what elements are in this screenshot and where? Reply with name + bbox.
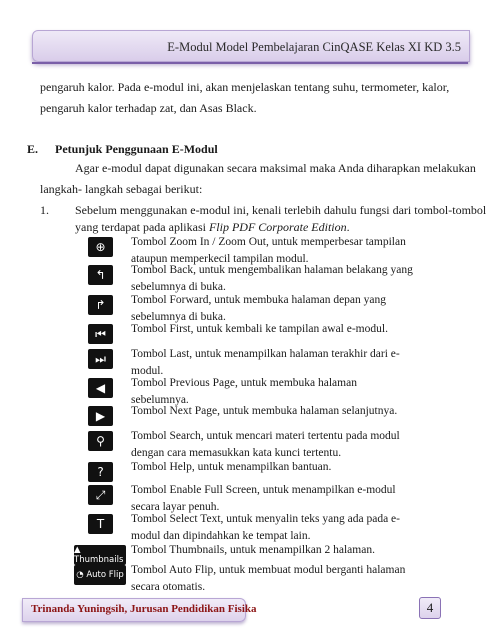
button-description-line-1: Tombol Auto Flip, untuk membuat modul berganti halaman xyxy=(131,564,406,576)
section-letter: E. xyxy=(27,142,39,156)
button-description-line-1: Tombol Previous Page, untuk membuka halaman xyxy=(131,377,357,389)
button-description-line-1: Tombol First, untuk kembali ke tampilan awal e-modul. xyxy=(131,323,388,335)
footer-banner xyxy=(22,598,257,622)
button-description-line-1: Tombol Select Text, untuk menyalin teks yang ada pada e- xyxy=(131,513,400,525)
back-icon: ↰ xyxy=(88,265,113,285)
help-icon: ? xyxy=(88,462,113,482)
button-description-line-1: Tombol Zoom In / Zoom Out, untuk memperbesar tampilan xyxy=(131,236,406,248)
section-title: Petunjuk Penggunaan E-Modul xyxy=(55,142,218,156)
intro-line-2: pengaruh kalor terhadap zat, dan Asas Black. xyxy=(40,101,257,115)
fullscreen-icon: ⤢ xyxy=(88,485,113,505)
list-item-line-2: yang terdapat pada aplikasi Flip PDF Corporate Edition. xyxy=(75,220,350,234)
auto-flip-icon: ◔ Auto Flip xyxy=(74,565,126,585)
button-description-line-1: Tombol Last, untuk menampilkan halaman terakhir dari e- xyxy=(131,348,400,360)
button-description-line-2: secara layar penuh. xyxy=(131,501,220,513)
intro-line-1: pengaruh kalor. Pada e-modul ini, akan menjelaskan tentang suhu, termometer, kalor, xyxy=(40,80,450,94)
button-description-line-1: Tombol Help, untuk menampilkan bantuan. xyxy=(131,461,332,473)
search-icon: ⚲ xyxy=(88,431,113,451)
last-page-icon: ⏭ xyxy=(88,349,113,369)
zoom-in-icon: ⊕ xyxy=(88,237,113,257)
first-page-icon: ⏮ xyxy=(88,324,113,344)
footer-author: Trinanda Yuningsih, Jurusan Pendidikan Fisika xyxy=(31,603,257,615)
button-description-line-2: modul. xyxy=(131,365,164,377)
button-description-line-2: sebelumnya di buka. xyxy=(131,311,226,323)
header-title: E-Modul Model Pembelajaran CinQASE Kelas XI KD 3.5 xyxy=(167,40,461,54)
page-number: 4 xyxy=(419,597,441,619)
forward-icon: ↱ xyxy=(88,295,113,315)
previous-page-icon: ◀ xyxy=(88,378,113,398)
header-banner xyxy=(32,30,470,62)
section-paragraph-line-2: langkah- langkah sebagai berikut: xyxy=(40,182,203,196)
list-item-number: 1. xyxy=(40,203,49,217)
header-divider xyxy=(32,62,468,64)
section-paragraph-line-1: Agar e-modul dapat digunakan secara maksimal maka Anda diharapkan melakukan xyxy=(75,161,476,175)
button-description-line-1: Tombol Search, untuk mencari materi tertentu pada modul xyxy=(131,430,400,442)
button-description-line-1: Tombol Next Page, untuk membuka halaman selanjutnya. xyxy=(131,405,398,417)
button-description-line-2: ataupun memperkecil tampilan modul. xyxy=(131,253,309,265)
next-page-icon: ▶ xyxy=(88,406,113,426)
button-description-line-2: dengan cara memasukkan kata kunci tertentu. xyxy=(131,447,342,459)
button-description-line-1: Tombol Enable Full Screen, untuk menampilkan e-modul xyxy=(131,484,396,496)
thumbnails-icon: ▲ Thumbnails xyxy=(74,545,126,565)
button-description-line-2: secara otomatis. xyxy=(131,581,206,593)
select-text-icon: T xyxy=(88,514,113,534)
button-description-line-2: sebelumnya di buka. xyxy=(131,281,226,293)
button-description-line-1: Tombol Thumbnails, untuk menampilkan 2 halaman. xyxy=(131,544,375,556)
list-item-line-1: Sebelum menggunakan e-modul ini, kenali terlebih dahulu fungsi dari tombol-tombol xyxy=(75,203,487,217)
button-description-line-2: modul dan dipindahkan ke tempat lain. xyxy=(131,530,311,542)
button-description-line-1: Tombol Forward, untuk membuka halaman depan yang xyxy=(131,294,387,306)
button-description-line-1: Tombol Back, untuk mengembalikan halaman belakang yang xyxy=(131,264,413,276)
button-description-line-2: sebelumnya. xyxy=(131,394,189,406)
